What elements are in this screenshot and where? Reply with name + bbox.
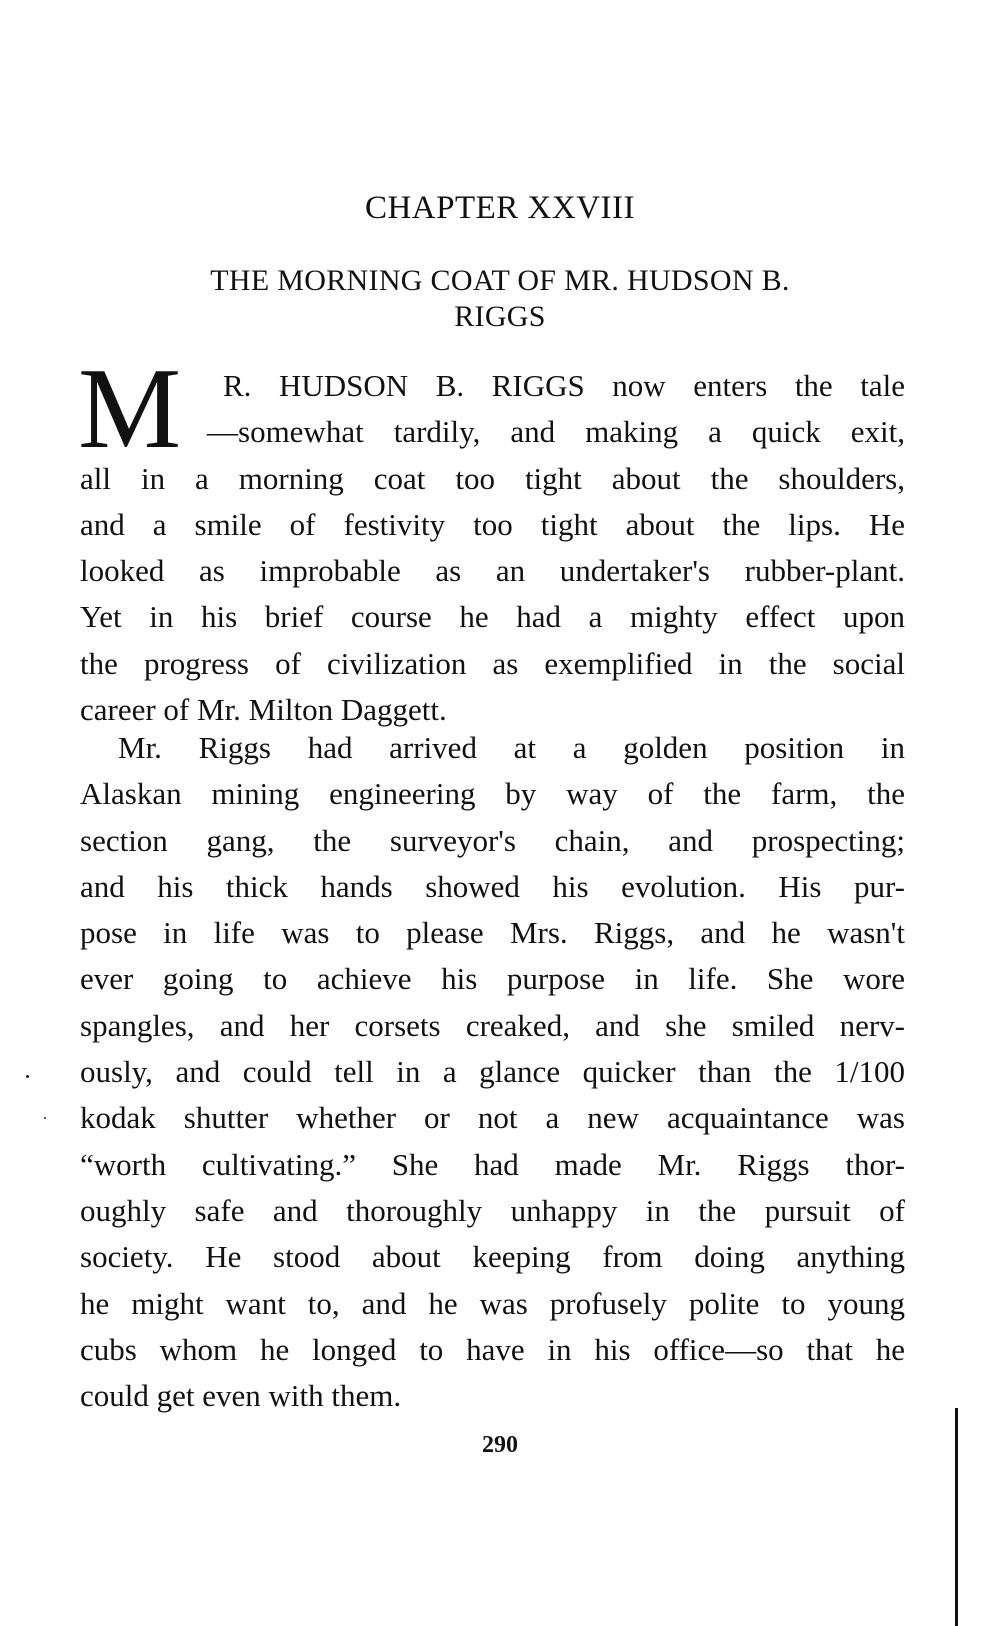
paragraph-1 <box>80 363 905 733</box>
page-number: 290 <box>482 1432 518 1458</box>
text-line: oughly safe and thoroughly unhappy in the pursuit of <box>80 1192 905 1228</box>
text-line: the progress of civilization as exemplified in the social <box>80 645 905 681</box>
text-line: “worth cultivating.” She had made Mr. Riggs thor- <box>80 1146 905 1182</box>
text-line: ever going to achieve his purpose in life. She wore <box>80 961 905 997</box>
text-line: and his thick hands showed his evolution. His pur- <box>80 868 905 904</box>
text-line: pose in life was to please Mrs. Riggs, and he wasn't <box>80 915 905 951</box>
scan-speck <box>26 1075 29 1078</box>
drop-cap: M <box>78 345 182 473</box>
text-line: and a smile of festivity too tight about the lips. He <box>80 506 905 542</box>
chapter-title-line: RIGGS <box>454 300 546 333</box>
text-line: looked as improbable as an undertaker's rubber-plant. <box>80 553 905 589</box>
text-line: Mr. Riggs had arrived at a golden position in <box>118 730 905 765</box>
text-line: he might want to, and he was profusely polite to young <box>80 1285 905 1321</box>
text-line: society. He stood about keeping from doing anything <box>80 1239 905 1275</box>
text-line: Yet in his brief course he had a mighty effect upon <box>80 599 905 635</box>
text-line: —somewhat tardily, and making a quick exit, <box>207 414 905 450</box>
text-line: R. HUDSON B. RIGGS now enters the tale <box>223 368 905 403</box>
scan-edge-line <box>955 1408 958 1626</box>
text-line: spangles, and her corsets creaked, and she smiled nerv- <box>80 1007 905 1043</box>
scan-speck <box>44 1117 46 1119</box>
chapter-title <box>0 263 1000 335</box>
text-line: cubs whom he longed to have in his office—so that he <box>80 1331 905 1367</box>
text-line: could get even with them. <box>80 1378 402 1414</box>
text-line: ously, and could tell in a glance quicker than the 1/100 <box>80 1054 905 1090</box>
chapter-number: CHAPTER XXVIII <box>364 190 636 226</box>
text-line: section gang, the surveyor's chain, and prospecting; <box>80 822 905 858</box>
text-line: Alaskan mining engineering by way of the farm, the <box>80 776 905 812</box>
text-line: kodak shutter whether or not a new acquaintance was <box>80 1100 905 1136</box>
chapter-title-line: THE MORNING COAT OF MR. HUDSON B. <box>210 264 790 297</box>
paragraph-2 <box>80 725 905 1419</box>
text-line: all in a morning coat too tight about the shoulders, <box>80 460 905 496</box>
text-line: career of Mr. Milton Daggett. <box>80 692 447 728</box>
